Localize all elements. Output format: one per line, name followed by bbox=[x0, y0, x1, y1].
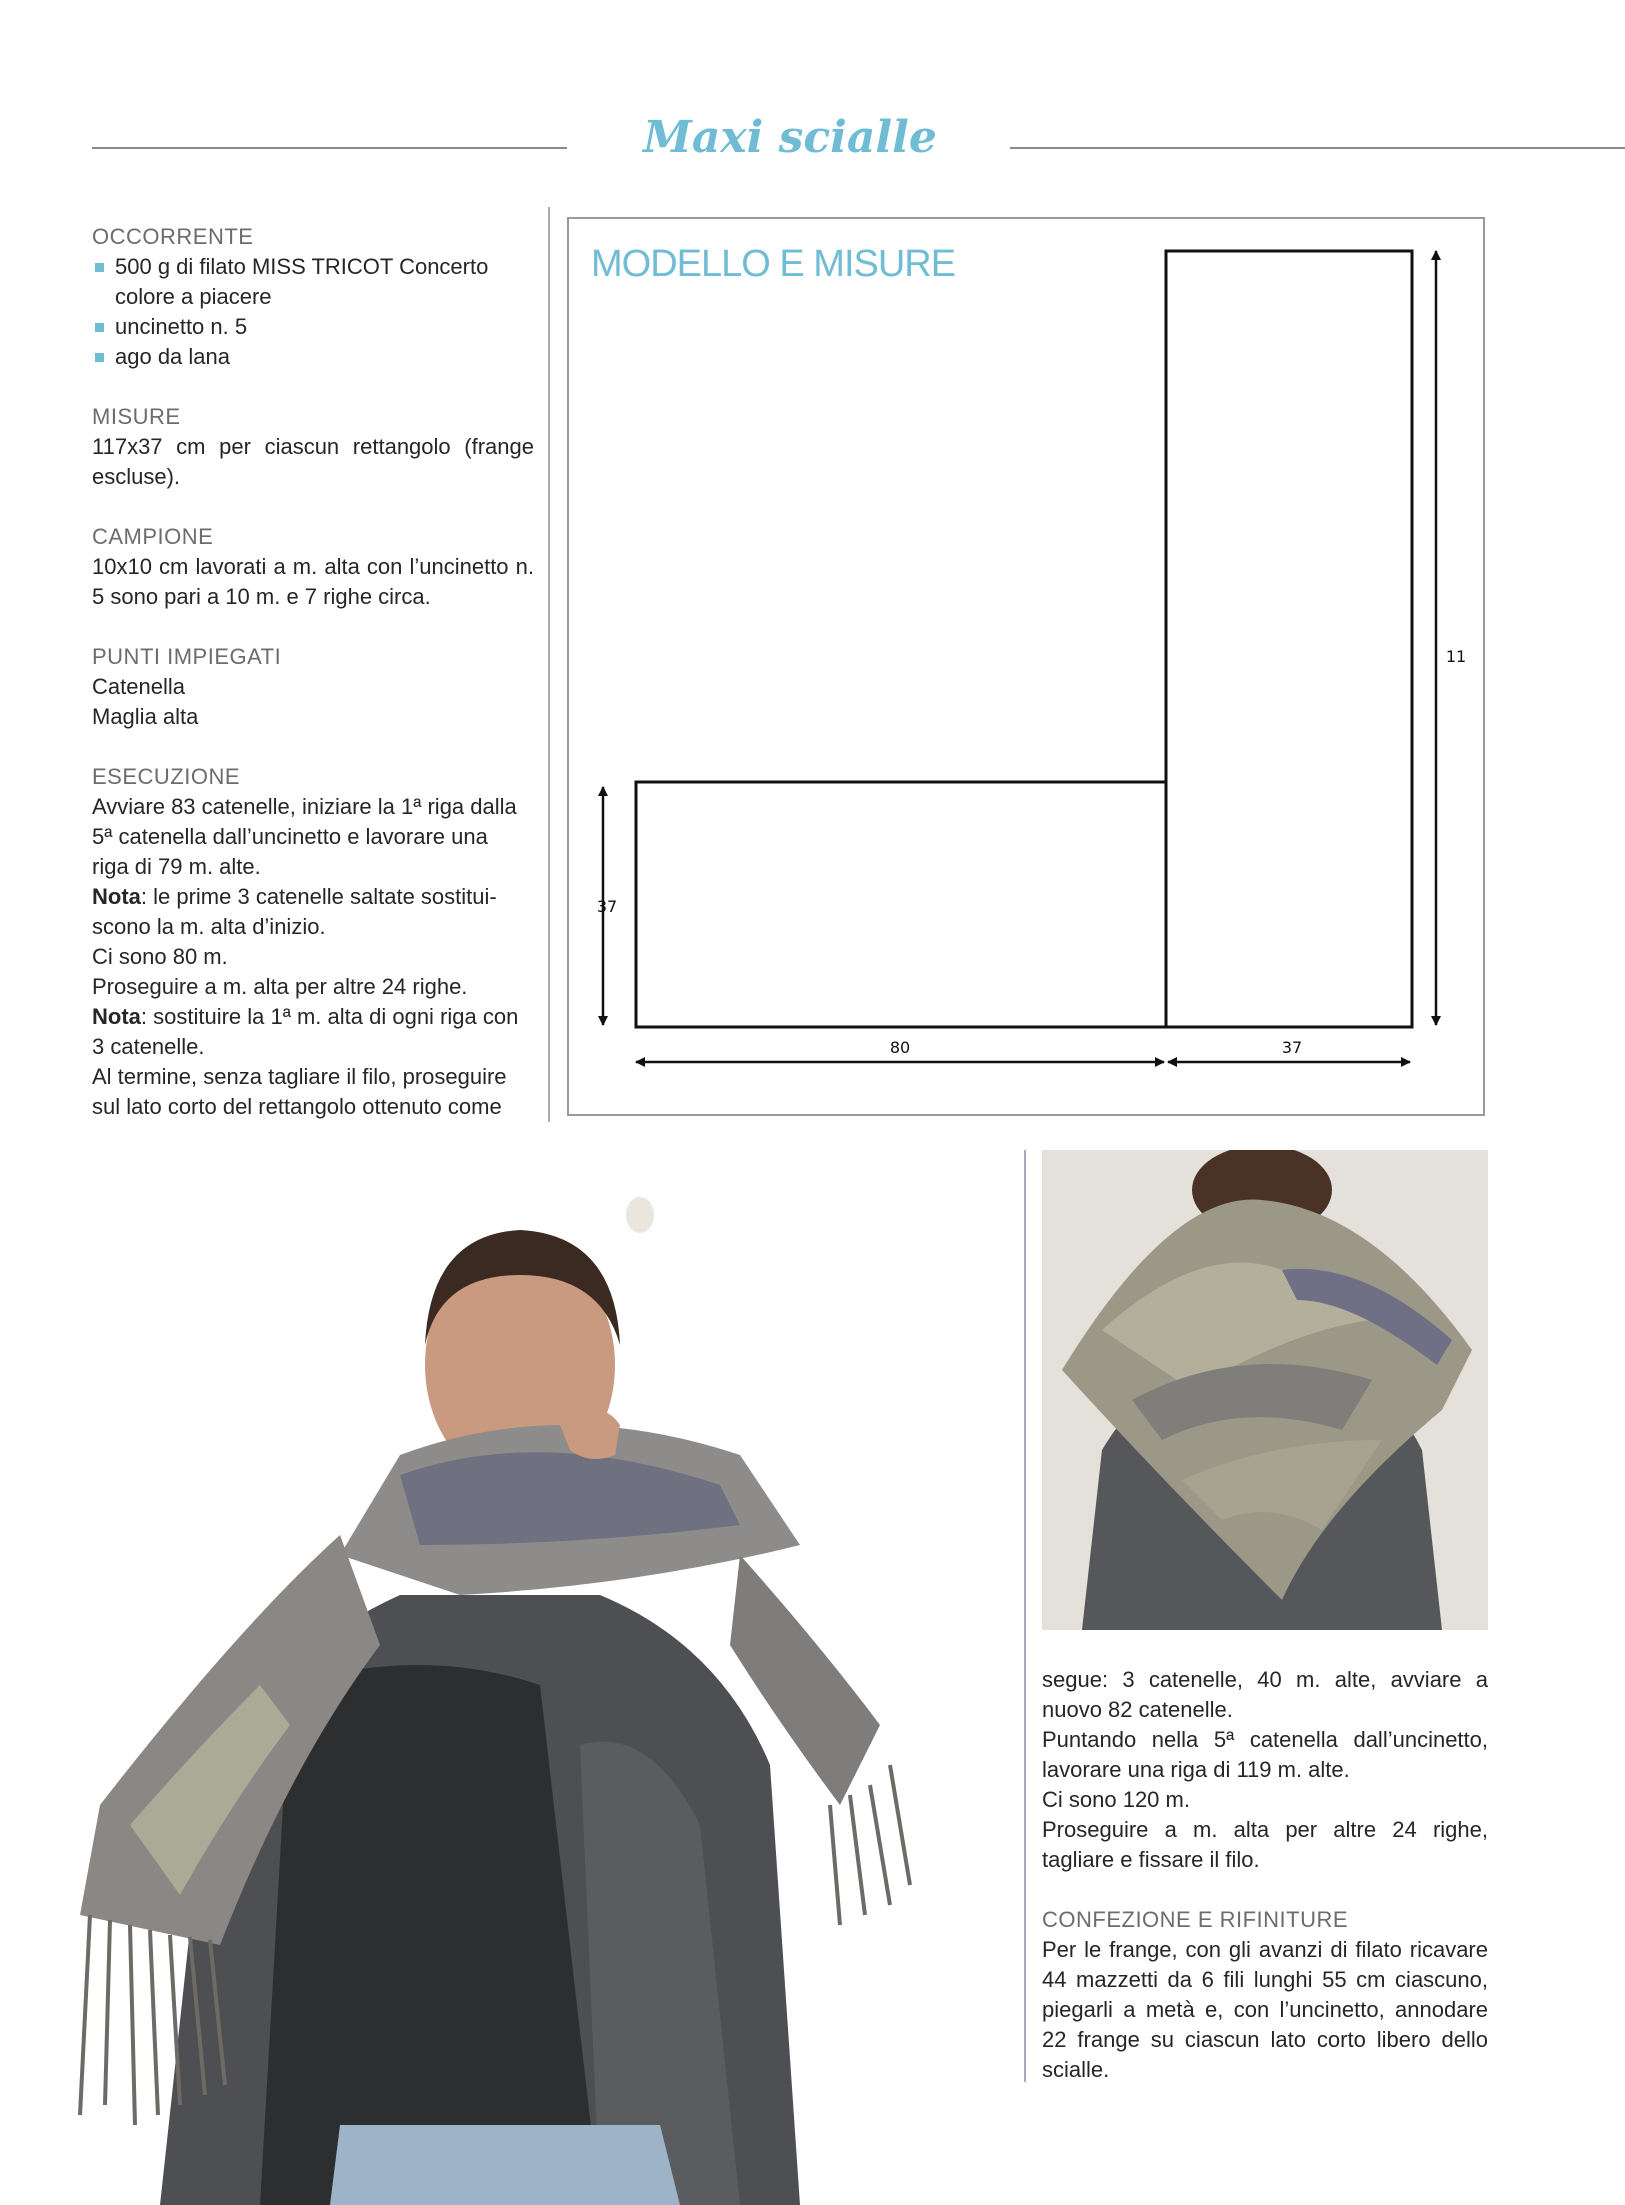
nota-label: Nota bbox=[92, 884, 141, 909]
text-line: Ci sono 80 m. bbox=[92, 944, 228, 969]
punti-heading: PUNTI IMPIEGATI bbox=[92, 644, 282, 669]
list-item: Catenella bbox=[92, 674, 185, 699]
paragraph: Puntando nella 5ª catenella dall’uncinetto, lavorare una riga di 119 m. alte. bbox=[1042, 1727, 1488, 1782]
list-item: uncinetto n. 5 bbox=[92, 312, 534, 342]
small-rectangle bbox=[636, 782, 1166, 1027]
page-title: Maxi scialle bbox=[643, 112, 937, 163]
campione-heading: CAMPIONE bbox=[92, 524, 214, 549]
diagram-title: MODELLO E MISURE bbox=[591, 243, 956, 285]
column-divider-right bbox=[1024, 1150, 1026, 2082]
nota-line: Nota: le prime 3 catenelle saltate sostitui- bbox=[92, 884, 497, 909]
nota-label: Nota bbox=[92, 1004, 141, 1029]
campione-section bbox=[92, 522, 534, 612]
column-divider bbox=[548, 207, 550, 1122]
confezione-text: Per le frange, con gli avanzi di filato ricavare 44 mazzetti da 6 fili lunghi 55 cm ciascuno, piegarli a metà e, con l’uncinetto, annodare 22 frange su ciascun lato corto libero dello scialle. bbox=[1042, 1937, 1488, 2082]
text-line: Al termine, senza tagliare il filo, proseguire bbox=[92, 1064, 507, 1089]
paragraph: Proseguire a m. alta per altre 24 righe, tagliare e fissare il filo. bbox=[1042, 1817, 1488, 1872]
misure-text: 117x37 cm per ciascun rettangolo (frange escluse). bbox=[92, 434, 534, 489]
dim-label-width-small: 80 bbox=[889, 1038, 911, 1057]
misure-heading: MISURE bbox=[92, 404, 181, 429]
occorrente-section bbox=[92, 222, 534, 372]
punti-section bbox=[92, 642, 534, 732]
esecuzione-section bbox=[92, 762, 534, 1122]
text-line: 5ª catenella dall’uncinetto e lavorare una bbox=[92, 824, 488, 849]
text-line: riga di 79 m. alte. bbox=[92, 854, 261, 879]
text-line: Avviare 83 catenelle, iniziare la 1ª riga dalla bbox=[92, 794, 517, 819]
back-view-photo bbox=[1042, 1150, 1488, 1630]
list-item: Maglia alta bbox=[92, 704, 199, 729]
confezione-heading: CONFEZIONE E RIFINITURE bbox=[1042, 1907, 1349, 1932]
diagram-drawing bbox=[569, 219, 1483, 1114]
main-photo bbox=[40, 1125, 970, 2205]
paragraph: segue: 3 catenelle, 40 m. alte, avviare a nuovo 82 catenelle. bbox=[1042, 1667, 1488, 1722]
dim-label-height-small: 37 bbox=[596, 897, 618, 916]
nota-line: Nota: sostituire la 1ª m. alta di ogni riga con bbox=[92, 1004, 519, 1029]
misure-section bbox=[92, 402, 534, 492]
pattern-diagram bbox=[567, 217, 1485, 1116]
dim-label-width-large: 37 bbox=[1281, 1038, 1303, 1057]
paragraph: Ci sono 120 m. bbox=[1042, 1787, 1190, 1812]
instructions-continued bbox=[1042, 1665, 1488, 2085]
bullet-square-icon bbox=[95, 263, 104, 272]
text-line: Proseguire a m. alta per altre 24 righe. bbox=[92, 974, 468, 999]
text-line: 3 catenelle. bbox=[92, 1034, 205, 1059]
occorrente-heading: OCCORRENTE bbox=[92, 224, 254, 249]
esecuzione-heading: ESECUZIONE bbox=[92, 764, 241, 789]
campione-text: 10x10 cm lavorati a m. alta con l’uncinetto n. 5 sono pari a 10 m. e 7 righe circa. bbox=[92, 554, 534, 609]
list-item: ago da lana bbox=[92, 342, 534, 372]
dim-label-height-large: 11 bbox=[1445, 647, 1467, 666]
text-line: sul lato corto del rettangolo ottenuto come bbox=[92, 1094, 502, 1119]
large-rectangle bbox=[1166, 251, 1412, 1027]
list-item: 500 g di filato MISS TRICOT Concerto colore a piacere bbox=[92, 252, 534, 312]
bullet-square-icon bbox=[95, 353, 104, 362]
text-line: scono la m. alta d’inizio. bbox=[92, 914, 326, 939]
instructions-column bbox=[92, 222, 534, 1152]
bullet-square-icon bbox=[95, 323, 104, 332]
